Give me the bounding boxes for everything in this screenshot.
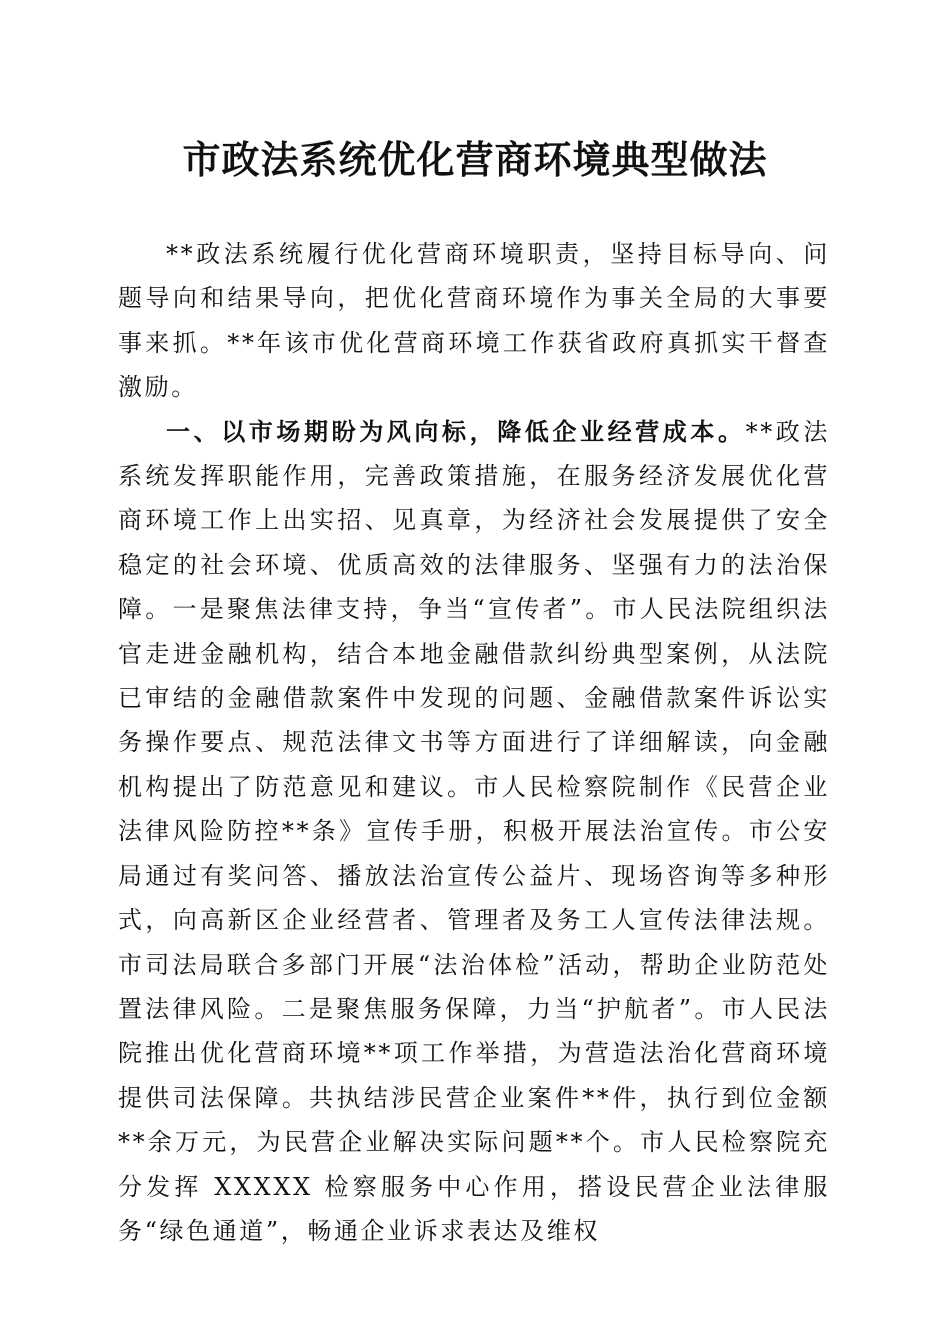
- document-body: [118, 232, 830, 1253]
- section-1-heading: 一、以市场期盼为风向标，降低企业经营成本。: [166, 417, 746, 446]
- section-1-body: **政法系统发挥职能作用，完善政策措施，在服务经济发展优化营商环境工作上出实招、见真章，为经济社会发展提供了安全稳定的社会环境、优质高效的法律服务、坚强有力的法治保障。一是聚焦法律支持，争当“宣传者”。市人民法院组织法官走进金融机构，结合本地金融借款纠纷典型案例，从法院已审结的金融借款案件中发现的问题、金融借款案件诉讼实务操作要点、规范法律文书等方面进行了详细解读，向金融机构提出了防范意见和建议。市人民检察院制作《民营企业法律风险防控**条》宣传手册，积极开展法治宣传。市公安局通过有奖问答、播放法治宣传公益片、现场咨询等多种形式，向高新区企业经营者、管理者及务工人宣传法律法规。市司法局联合多部门开展“法治体检”活动，帮助企业防范处置法律风险。二是聚焦服务保障，力当“护航者”。市人民法院推出优化营商环境**项工作举措，为营造法治化营商环境提供司法保障。共执结涉民营企业案件**件，执行到位金额**余万元，为民营企业解决实际问题**个。市人民检察院充分发挥 XXXXX 检察服务中心作用，搭设民营企业法律服务“绿色通道”，畅通企业诉求表达及维权: [118, 417, 830, 1245]
- document-title: 市政法系统优化营商环境典型做法: [182, 137, 768, 182]
- intro-paragraph: **政法系统履行优化营商环境职责，坚持目标导向、问题导向和结果导向，把优化营商环境作为事关全局的大事要事来抓。**年该市优化营商环境工作获省政府真抓实干督查激励。: [118, 240, 830, 402]
- section-1-paragraph: [118, 410, 830, 1254]
